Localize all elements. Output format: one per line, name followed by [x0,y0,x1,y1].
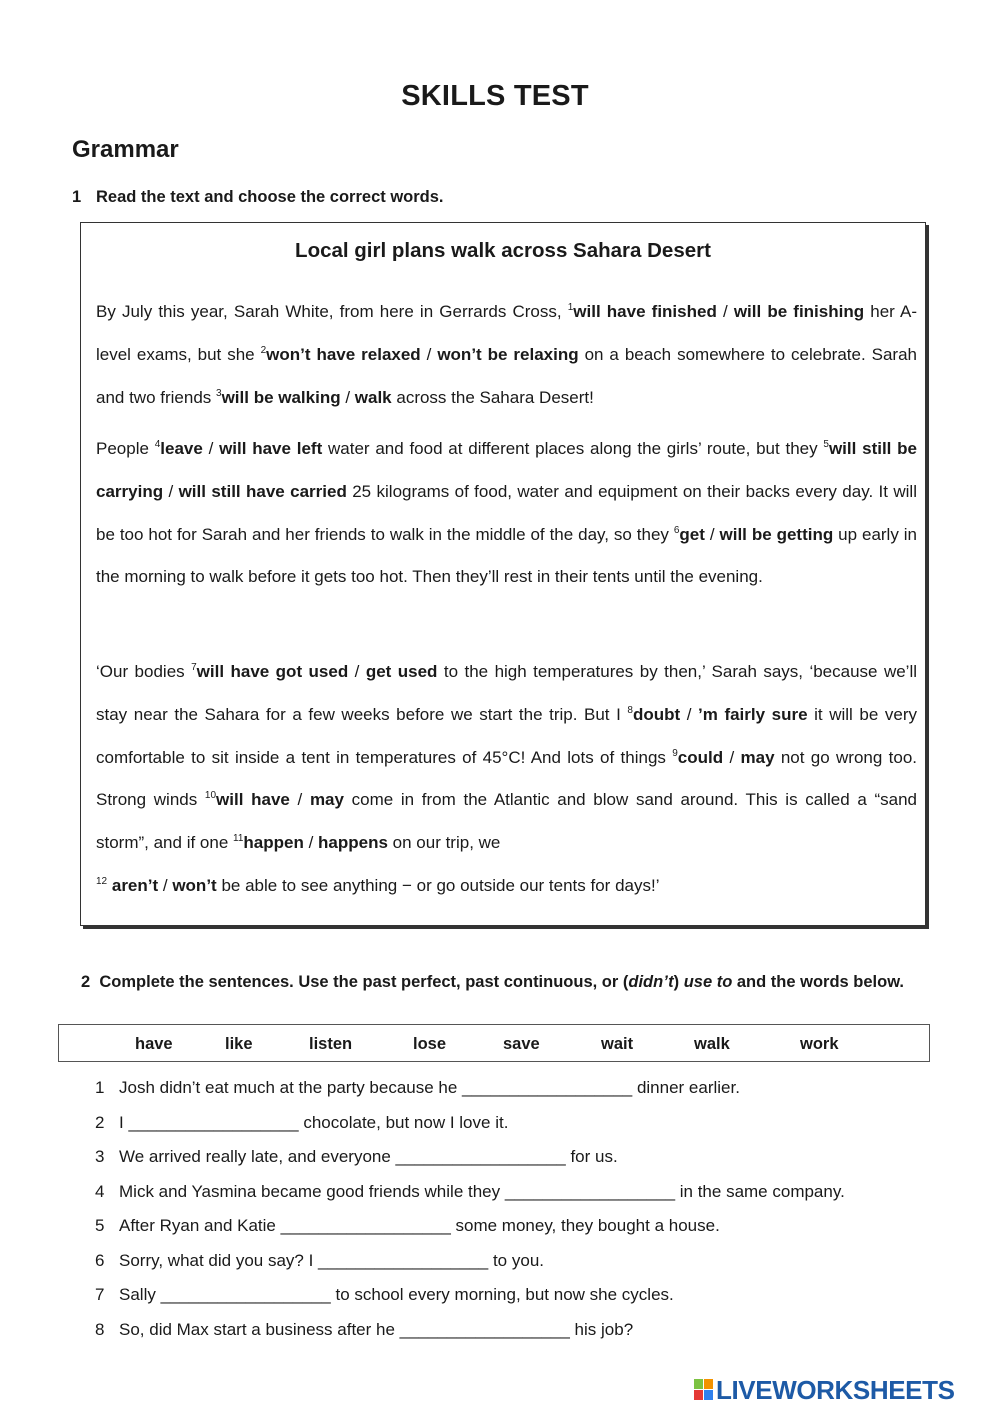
word-bank-item: save [503,1035,540,1053]
instruction-text: Read the text and choose the correct words. [96,188,444,206]
exercise-number: 2 [81,973,91,991]
word-bank-item: wait [601,1035,634,1053]
sentence-item: 6 Sorry, what did you say? I __________________ to you. [95,1251,544,1270]
gap-option[interactable]: leave [160,439,203,458]
gap-option[interactable]: will have [216,790,290,810]
gap-option[interactable]: will be getting [719,524,834,544]
gap-option[interactable]: happens [318,833,388,853]
gap-option[interactable]: happen [243,833,304,853]
gap-option[interactable]: will still have carried [178,481,347,501]
gap-option[interactable]: could [677,747,724,767]
gap-number: 2 [260,344,267,356]
gap-option[interactable]: will still be carrying [96,439,917,501]
sentence-text[interactable]: Sorry, what did you say? I __________________ to you. [119,1251,544,1270]
gap-number: 4 [154,439,161,450]
sentence-item: 7 Sally __________________ to school every morning, but now she cycles. [95,1285,674,1304]
gap-option[interactable]: will have got used [196,662,349,681]
gap-number: 11 [233,833,244,845]
gap-option[interactable]: get [679,524,705,544]
article-box [80,222,926,926]
sentence-item: 3 We arrived really late, and everyone __________________ for us. [95,1147,618,1166]
gap-option[interactable]: won’t have relaxed [266,344,421,364]
gap-option[interactable]: will have left [219,439,323,458]
gap-number: 3 [216,387,222,399]
gap-option[interactable]: won’t [172,875,217,895]
gap-number: 10 [204,790,217,802]
article-paragraph-2: People $^4$leave / will have left water and food at different places along the girls’ route, but they $^5$will still be carrying / will still have carried 25 kilograms of food, water and equipment on their backs every day. It will be too hot for Sarah and her friends to walk in the middle of the day, so they $^6$get / will be getting up early in the morning to walk before it gets too hot. Then they’ll rest in their tents until the evening. [96,439,917,587]
gap-number: 8 [627,704,633,716]
word-bank [58,1024,930,1062]
gap-option[interactable]: aren’t [111,875,159,895]
article-paragraph-1: By July this year, Sarah White, from here in Gerrards Cross, $^1$will have finished / will be finishing her A-level exams, but she $^2$won’t have relaxed / won’t be relaxing on a beach somewhere to celebrate. Sarah and two friends $^3$will be walking / walk across the Sahara Desert! [96,302,918,407]
sentence-text[interactable]: After Ryan and Katie __________________ some money, they bought a house. [119,1216,720,1235]
gap-number: 12 [96,875,108,887]
gap-option[interactable]: will have finished [573,302,717,321]
gap-option[interactable]: get used [365,662,438,681]
sentence-item: 1 Josh didn’t eat much at the party because he __________________ dinner earlier. [95,1078,740,1097]
gap-number: 6 [673,524,680,536]
exercise-1-instruction [72,188,444,207]
word-bank-item: like [225,1035,253,1053]
gap-option[interactable]: doubt [632,704,681,724]
gap-option[interactable]: will be walking [221,387,341,407]
sentence-item: 4 Mick and Yasmina became good friends while they __________________ in the same company. [95,1182,845,1201]
exercise-2-instruction: 2 Complete the sentences. Use the past perfect, past continuous, or (didn’t) use to and the words below. [81,973,905,991]
gap-number: 1 [567,302,574,313]
word-bank-item: lose [413,1035,447,1053]
gap-option[interactable]: won’t be relaxing [437,344,579,364]
gap-number: 9 [672,747,678,759]
gap-option[interactable]: may [740,747,775,767]
liveworksheets-logo[interactable] [694,1375,955,1405]
sentence-item: 5 After Ryan and Katie __________________ some money, they bought a house. [95,1216,720,1235]
live-blocks-icon [694,1379,714,1401]
logo-text: LIVEWORKSHEETS [716,1375,955,1405]
gap-number: 7 [191,662,197,673]
word-bank-item: listen [309,1035,353,1053]
sentence-item: 2 I __________________ chocolate, but now I love it. [95,1113,509,1132]
sentence-text[interactable]: Mick and Yasmina became good friends while they __________________ in the same company. [119,1182,845,1201]
word-bank-item: have [135,1035,173,1053]
gap-number: 5 [823,439,829,450]
word-bank-item: walk [694,1035,730,1053]
word-bank-item: work [800,1035,839,1053]
page-title: SKILLS TEST [401,80,589,112]
gap-option[interactable]: may [309,790,344,810]
sentence-item: 8 So, did Max start a business after he __________________ his job? [95,1320,634,1339]
sentence-text[interactable]: So, did Max start a business after he __________________ his job? [119,1320,634,1339]
sentence-text[interactable]: I __________________ chocolate, but now I love it. [119,1113,509,1132]
gap-option[interactable]: will be finishing [733,302,865,321]
sentence-text[interactable]: We arrived really late, and everyone __________________ for us. [119,1147,618,1166]
exercise-number: 1 [72,188,82,206]
article-paragraph-3: ‘Our bodies $^7$will have got used / get used to the high temperatures by then,’ Sarah says, ‘because we’ll stay near the Sahara for a few weeks before we start the trip. But I $^8$doubt / ’m fairly sure it will be very comfortable to sit inside a tent in temperatures of 45°C! And lots of things $^9$could / may not go wrong too. Strong winds $^{10}$will have / may come in from the Atlantic and blow sand around. This is called a “sand storm”, and if one $^{11}$happen / happens on our trip, we $^{12}$ aren’t / won’t be able to see anything − or go outside our tents for days!’ [96,662,918,895]
sentence-text[interactable]: Sally __________________ to school every morning, but now she cycles. [119,1285,674,1304]
gap-option[interactable]: ’m fairly sure [698,704,808,724]
gap-option[interactable]: walk [354,387,392,407]
article-title: Local girl plans walk across Sahara Desert [295,239,711,262]
sentence-text[interactable]: Josh didn’t eat much at the party because he __________________ dinner earlier. [119,1078,740,1097]
section-heading: Grammar [72,136,179,163]
